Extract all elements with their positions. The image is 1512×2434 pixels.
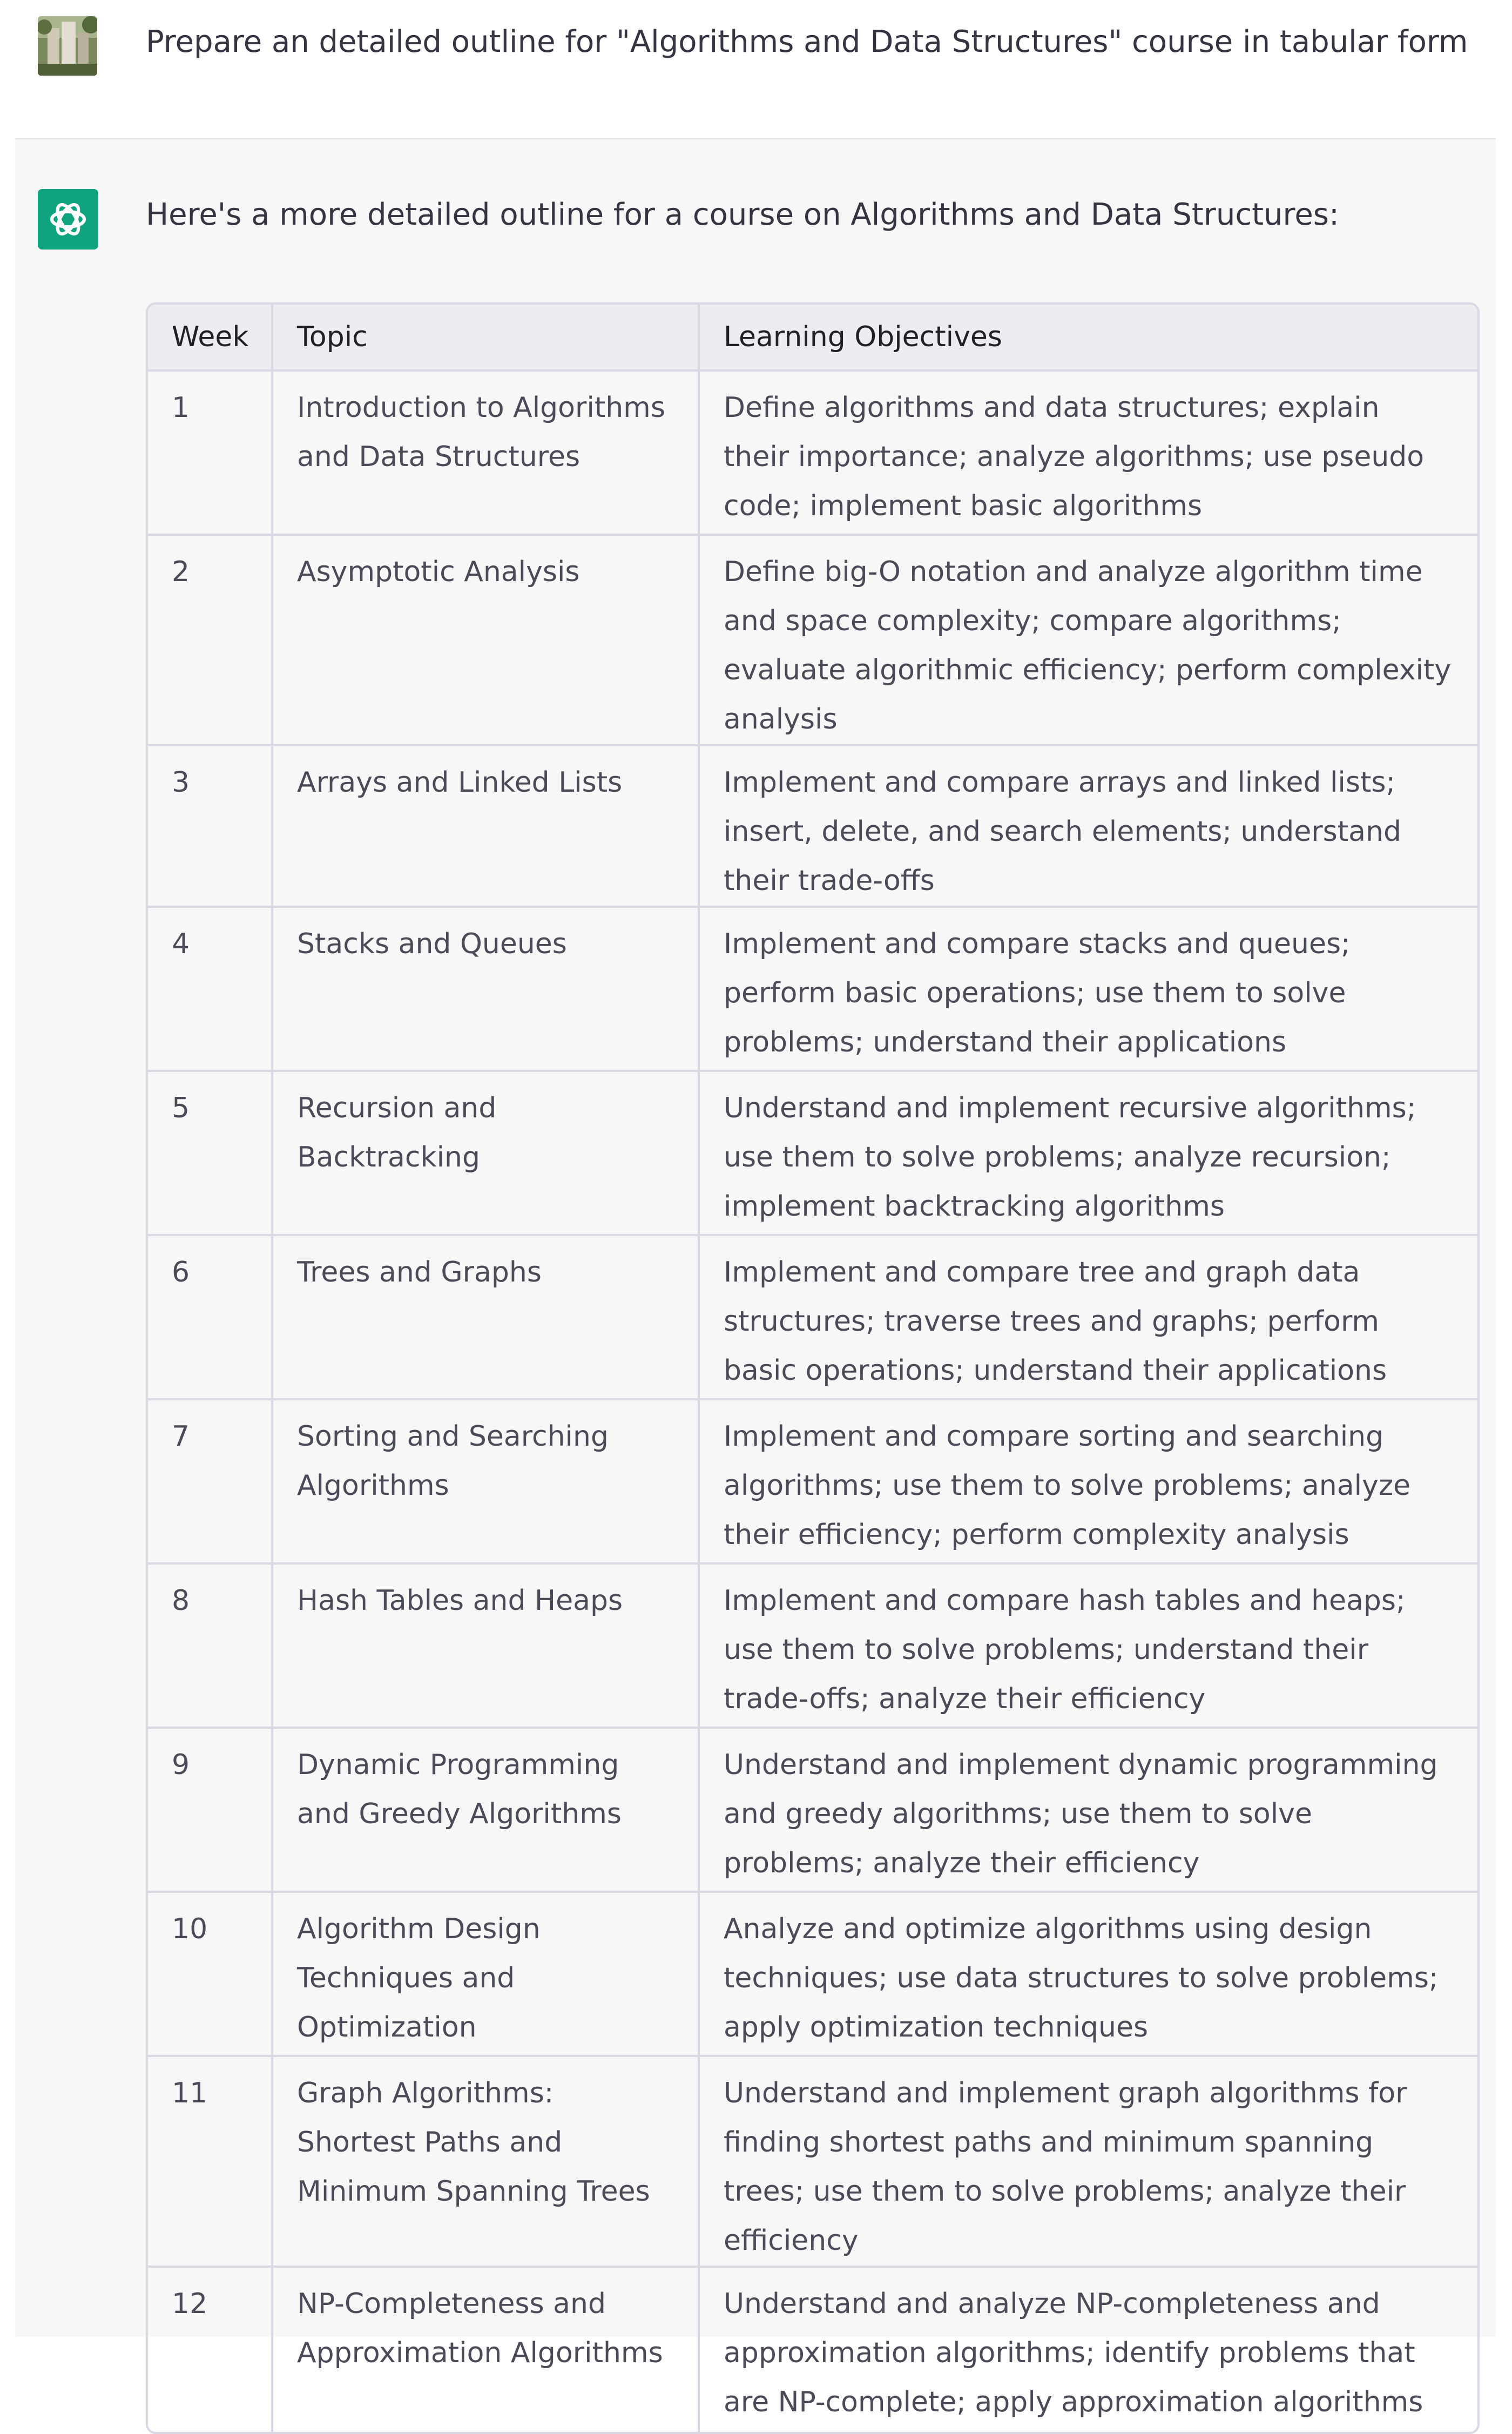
table-header-row	[148, 305, 1477, 372]
user-photo-icon	[38, 16, 97, 76]
user-message	[0, 0, 1512, 139]
topic-cell: Stacks and Queues	[273, 908, 700, 1072]
table-row	[148, 1729, 1477, 1893]
topic-cell: Recursion and Backtracking	[273, 1072, 700, 1236]
topic-cell: Dynamic Programming and Greedy Algorithms	[273, 1729, 700, 1893]
objectives-cell: Understand and analyze NP-completeness and approximation algorithms; identify problems that are NP-complete; apply approximation algorithms	[724, 2288, 1423, 2418]
objectives-cell: Understand and implement recursive algorithms; use them to solve problems; analyze recursion; implement backtracking algorithms	[700, 1072, 1477, 1236]
topic-cell: Arrays and Linked Lists	[273, 746, 700, 908]
objectives-cell: Understand and implement graph algorithms for finding shortest paths and minimum spanning trees; use them to solve problems; analyze their efficiency	[700, 2057, 1477, 2268]
topic-cell: Sorting and Searching Algorithms	[273, 1400, 700, 1565]
topic-cell: Introduction to Algorithms and Data Structures	[273, 372, 700, 536]
table-row	[148, 536, 1477, 746]
table-row	[148, 1236, 1477, 1400]
objectives-cell: Implement and compare tree and graph data structures; traverse trees and graphs; perform basic operations; understand their applications	[700, 1236, 1477, 1400]
topic-cell: NP-Completeness and Approximation Algorithms	[273, 2268, 700, 2432]
week-cell: 10	[148, 1893, 273, 2057]
objectives-cell: Implement and compare arrays and linked lists; insert, delete, and search elements; understand their trade-offs	[700, 746, 1477, 908]
table-row	[148, 2057, 1477, 2268]
topic-cell: Graph Algorithms: Shortest Paths and Minimum Spanning Trees	[273, 2057, 700, 2268]
week-cell: 6	[148, 1236, 273, 1400]
table-row	[148, 1072, 1477, 1236]
week-cell: 9	[148, 1729, 273, 1893]
column-header-topic: Topic	[273, 305, 700, 372]
week-cell: 7	[148, 1400, 273, 1565]
week-cell: 3	[148, 746, 273, 908]
objectives-cell: Implement and compare stacks and queues; perform basic operations; use them to solve problems; understand their applications	[700, 908, 1477, 1072]
week-cell: 12	[148, 2268, 273, 2432]
objectives-cell: Define algorithms and data structures; explain their importance; analyze algorithms; use pseudo code; implement basic algorithms	[700, 372, 1477, 536]
table-row	[148, 372, 1477, 536]
objectives-cell: Understand and implement dynamic programming and greedy algorithms; use them to solve problems; analyze their efficiency	[700, 1729, 1477, 1893]
table-row	[148, 1400, 1477, 1565]
week-cell: 5	[148, 1072, 273, 1236]
objectives-cell: Implement and compare hash tables and heaps; use them to solve problems; understand their trade-offs; analyze their efficiency	[700, 1565, 1477, 1729]
table-row	[148, 746, 1477, 908]
topic-cell: Trees and Graphs	[273, 1236, 700, 1400]
course-outline-table	[146, 302, 1480, 2434]
objectives-cell: Implement and compare sorting and searching algorithms; use them to solve problems; analyze their efficiency; perform complexity analysis	[700, 1400, 1477, 1565]
column-header-learning-objectives: Learning Objectives	[700, 305, 1477, 372]
week-cell: 1	[148, 372, 273, 536]
topic-cell: Algorithm Design Techniques and Optimization	[273, 1893, 700, 2057]
assistant-message	[15, 139, 1496, 2418]
week-cell: 4	[148, 908, 273, 1072]
week-cell: 2	[148, 536, 273, 746]
assistant-intro-text: Here's a more detailed outline for a course on Algorithms and Data Structures:	[146, 197, 1339, 232]
topic-cell: Asymptotic Analysis	[273, 536, 700, 746]
user-avatar	[38, 16, 97, 76]
week-cell: 11	[148, 2057, 273, 2268]
objectives-cell: Define big-O notation and analyze algorithm time and space complexity; compare algorithms; evaluate algorithmic efficiency; perform complexity analysis	[700, 536, 1477, 746]
column-header-week: Week	[148, 305, 273, 372]
openai-logo-icon	[38, 189, 98, 250]
table-row	[148, 1893, 1477, 2057]
table-row	[148, 2268, 1477, 2432]
user-prompt-text: Prepare an detailed outline for "Algorithms and Data Structures" course in tabular form	[146, 24, 1468, 59]
objectives-cell: Analyze and optimize algorithms using design techniques; use data structures to solve problems; apply optimization techniques	[700, 1893, 1477, 2057]
topic-cell: Hash Tables and Heaps	[273, 1565, 700, 1729]
week-cell: 8	[148, 1565, 273, 1729]
table-row	[148, 908, 1477, 1072]
assistant-avatar	[38, 189, 98, 250]
table-row	[148, 1565, 1477, 1729]
